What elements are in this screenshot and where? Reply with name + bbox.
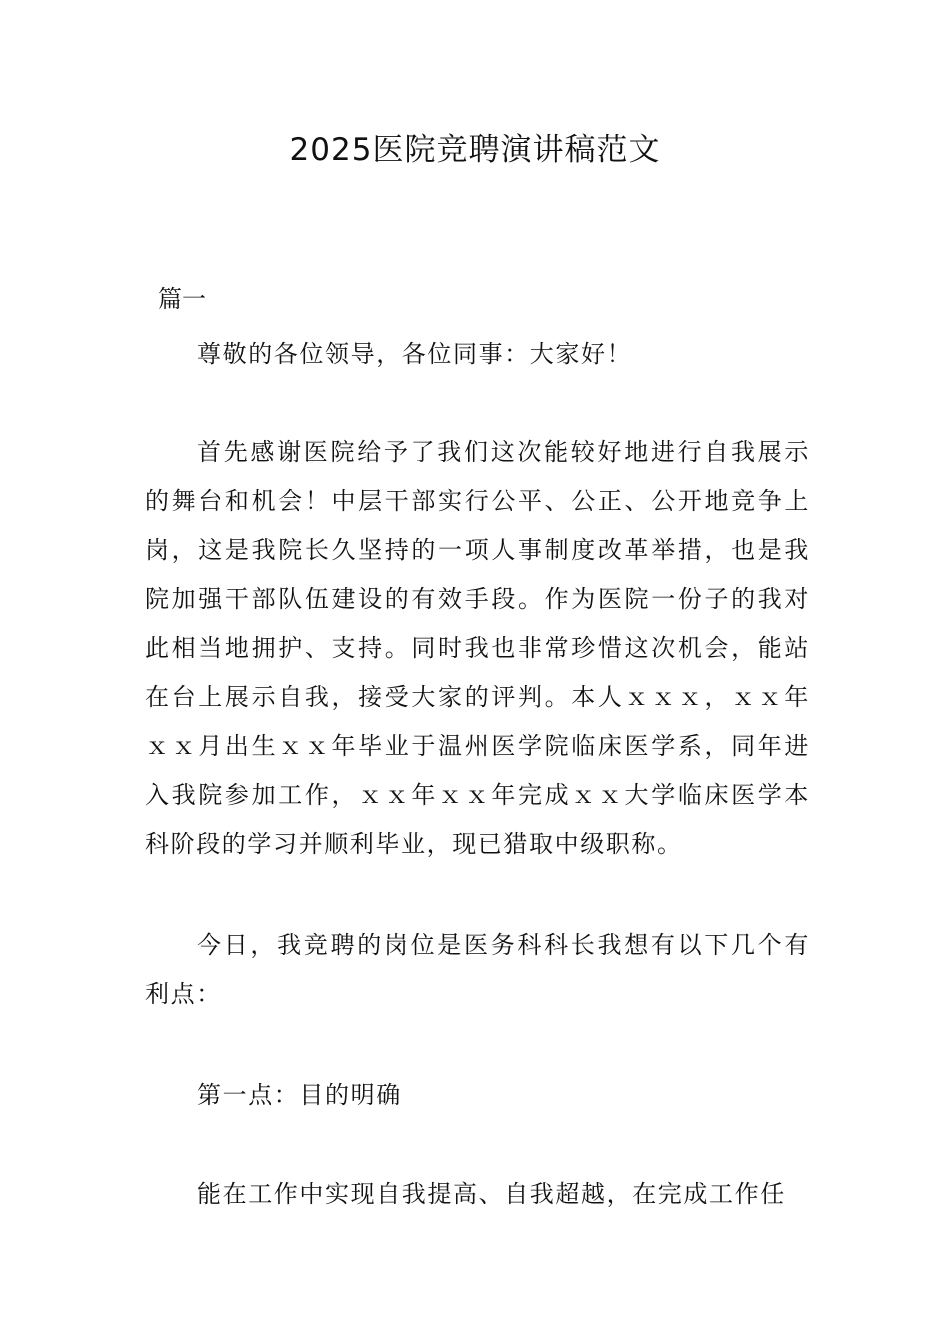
document-title: 2025医院竞聘演讲稿范文 (289, 132, 661, 168)
paragraph-intro: 首先感谢医院给予了我们这次能较好地进行自我展示的舞台和机会！中层干部实行公平、公正、公开地竞争上岗，这是我院长久坚持的一项人事制度改革举措，也是我院加强干部队伍建设的有效手段。作为医院一份子的我对此相当地拥护、支持。同时我也非常珍惜这次机会，能站在台上展示自我，接受大家的评判。本人ｘｘｘ，ｘｘ年ｘｘ月出生ｘｘ年毕业于温州医学院临床医学系，同年进入我院参加工作，ｘｘ年ｘｘ年完成ｘｘ大学临床医学本科阶段的学习并顺利毕业，现已猎取中级职称。 (145, 438, 810, 858)
point-one-heading: 第一点：目的明确 (197, 1081, 402, 1109)
section-label: 篇一 (158, 285, 206, 313)
point-one-body: 能在工作中实现自我提高、自我超越，在完成工作任 (197, 1180, 786, 1208)
paragraph-position: 今日，我竞聘的岗位是医务科科长我想有以下几个有利点： (145, 931, 810, 1008)
paragraph-greeting: 尊敬的各位领导，各位同事：大家好！ (197, 340, 633, 368)
